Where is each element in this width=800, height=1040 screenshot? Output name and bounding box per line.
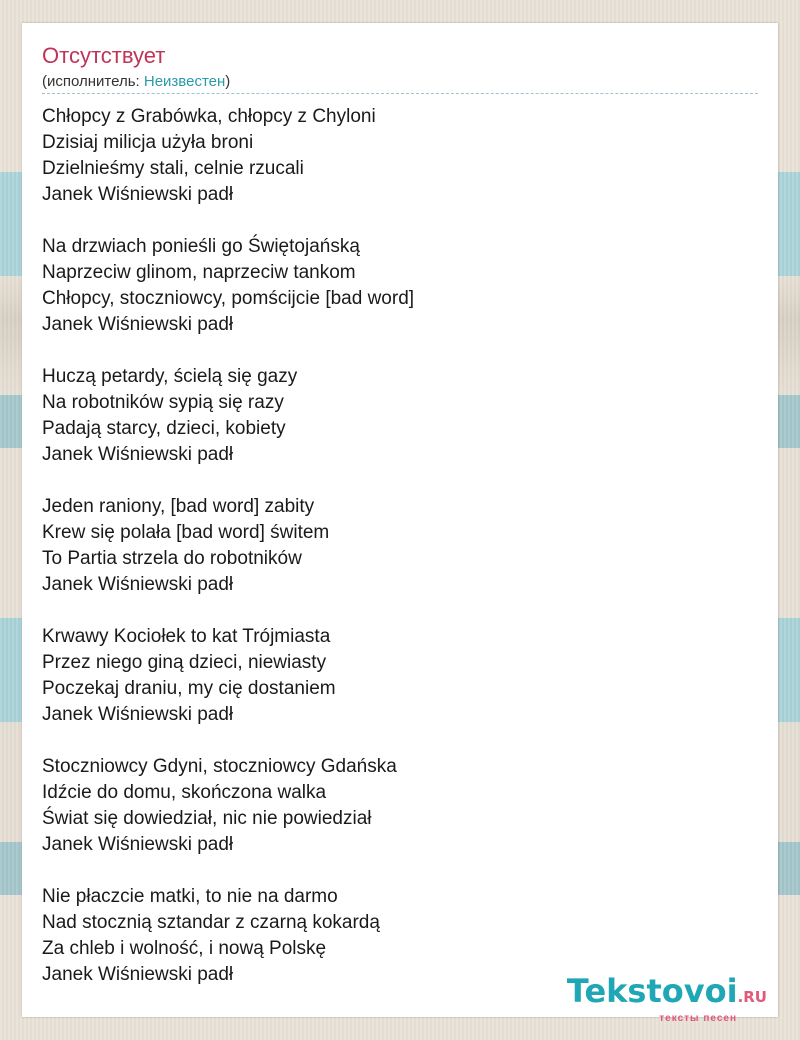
lyric-line: Poczekaj draniu, my cię dostaniem [42, 678, 336, 699]
lyric-line: Krwawy Kociołek to kat Trójmiasta [42, 626, 331, 647]
lyric-line: Dzisiaj milicja użyła broni [42, 132, 254, 153]
artist-link[interactable]: Неизвестен [143, 73, 226, 90]
lyric-line: Idźcie do domu, skończona walka [42, 782, 327, 803]
lyric-line: Stoczniowcy Gdyni, stoczniowcy Gdańska [42, 756, 397, 777]
lyric-line: Przez niego giną dzieci, niewiasty [42, 652, 327, 673]
lyric-line: Janek Wiśniewski padł [42, 834, 234, 855]
stanza [42, 754, 758, 858]
lyric-line: Naprzeciw glinom, naprzeciw tankom [42, 262, 356, 283]
logo-wordmark [566, 972, 767, 1013]
lyrics-body [42, 104, 758, 1014]
lyric-line: Za chleb i wolność, i nową Polskę [42, 938, 327, 959]
lyric-line: Na drzwiach ponieśli go Świętojańską [42, 236, 360, 257]
lyric-line: Janek Wiśniewski padł [42, 704, 234, 725]
lyric-line: Na robotników sypią się razy [42, 392, 284, 413]
title-divider [42, 93, 758, 94]
lyric-line: Janek Wiśniewski padł [42, 444, 234, 465]
lyric-line: Janek Wiśniewski padł [42, 574, 234, 595]
song-title: Отсутствует [42, 43, 166, 68]
stanza [42, 494, 758, 598]
artist-prefix: (исполнитель: [42, 73, 144, 90]
stanza [42, 104, 758, 208]
logo-name: Tekstovoi [566, 972, 738, 1010]
lyric-line: Janek Wiśniewski padł [42, 964, 234, 985]
lyric-line: Nie płaczcie matki, to nie na darmo [42, 886, 338, 907]
lyric-line: Dzielnieśmy stali, celnie rzucali [42, 158, 304, 179]
lyric-line: Chłopcy z Grabówka, chłopcy z Chyloni [42, 106, 376, 127]
stanza [42, 624, 758, 728]
lyrics-card [22, 23, 778, 1017]
lyric-line: Janek Wiśniewski padł [42, 184, 234, 205]
lyric-line: Świat się dowiedział, nic nie powiedział [42, 808, 372, 829]
lyric-line: Nad stocznią sztandar z czarną kokardą [42, 912, 380, 933]
lyric-line: Huczą petardy, ścielą się gazy [42, 366, 298, 387]
site-logo[interactable] [566, 972, 767, 1025]
lyric-line: Chłopcy, stoczniowcy, pomścijcie [bad word] [42, 288, 415, 309]
lyric-line: Jeden raniony, [bad word] zabity [42, 496, 315, 517]
lyric-line: To Partia strzela do robotników [42, 548, 302, 569]
artist-suffix: ) [225, 73, 231, 90]
logo-tagline: тексты песен [659, 1013, 737, 1024]
artist-line [42, 73, 230, 91]
lyric-line: Janek Wiśniewski padł [42, 314, 234, 335]
lyric-line: Krew się polała [bad word] świtem [42, 522, 330, 543]
stanza [42, 364, 758, 468]
lyric-line: Padają starcy, dzieci, kobiety [42, 418, 286, 439]
logo-tld: .RU [737, 988, 767, 1006]
stanza [42, 234, 758, 338]
